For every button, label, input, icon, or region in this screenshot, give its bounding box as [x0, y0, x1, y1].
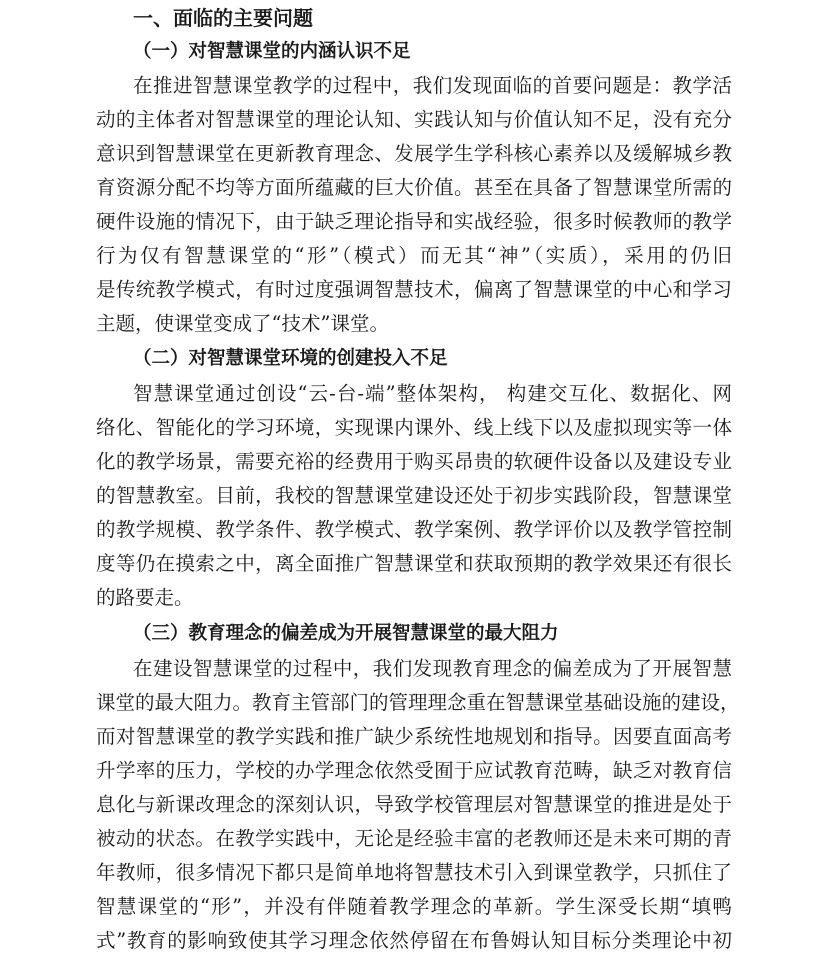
paragraph-line: 意识到智慧课堂在更新教育理念、发展学生学科核心素养以及缓解城乡教	[96, 142, 732, 165]
paragraph-line: 的路要走。	[96, 586, 194, 609]
paragraph-line: 化的教学场景，需要充裕的经费用于购买昂贵的软硬件设备以及建设专业	[96, 450, 732, 473]
paragraph-line: 主题，使课堂变成了“技术”课堂。	[96, 312, 389, 335]
paragraph-line: 度等仍在摸索之中，离全面推广智慧课堂和获取预期的教学效果还有很长	[96, 552, 732, 575]
section-2-title: （二）对智慧课堂环境的创建投入不足	[133, 348, 448, 369]
paragraph-line: 动的主体者对智慧课堂的理论认知、实践认知与价值认知不足，没有充分	[96, 108, 732, 131]
paragraph-line: 升学率的压力，学校的办学理念依然受囿于应试教育范畴，缺乏对教育信	[96, 759, 732, 782]
paragraph-line: 息化与新课改理念的深刻认识，导致学校管理层对智慧课堂的推进是处于	[96, 793, 732, 816]
paragraph-line: 络化、智能化的学习环境，实现课内课外、线上线下以及虚拟现实等一体	[96, 416, 732, 439]
paragraph-line: 硬件设施的情况下，由于缺乏理论指导和实战经验，很多时候教师的教学	[96, 210, 732, 233]
paragraph-line: 课堂的最大阻力。教育主管部门的管理理念重在智慧课堂基础设施的建设，	[96, 691, 740, 714]
paragraph-line: 的教学规模、教学条件、教学模式、教学案例、教学评价以及教学管控制	[96, 518, 732, 541]
paragraph-line: 的智慧教室。目前，我校的智慧课堂建设还处于初步实践阶段，智慧课堂	[96, 484, 732, 507]
paragraph-line: 行为仅有智慧课堂的“形”（模式）而无其“神”（实质），采用的仍旧	[96, 244, 732, 267]
paragraph-line: 而对智慧课堂的教学实践和推广缺少系统性地规划和指导。因要直面高考	[96, 725, 732, 748]
paragraph-line: 被动的状态。在教学实践中，无论是经验丰富的老教师还是未来可期的青	[96, 827, 732, 850]
main-heading: 一、面临的主要问题	[133, 6, 313, 30]
paragraph-line: 在建设智慧课堂的过程中，我们发现教育理念的偏差成为了开展智慧	[133, 657, 732, 680]
section-1-title: （一）对智慧课堂的内涵认识不足	[133, 41, 411, 62]
paragraph-line: 在推进智慧课堂教学的过程中，我们发现面临的首要问题是：教学活	[133, 74, 732, 97]
paragraph-line: 年教师，很多情况下都只是简单地将智慧技术引入到课堂教学，只抓住了	[96, 861, 732, 884]
paragraph-line: 智慧课堂通过创设“云-台-端”整体架构， 构建交互化、数据化、网	[133, 382, 732, 405]
section-3-title: （三）教育理念的偏差成为开展智慧课堂的最大阻力	[133, 623, 559, 644]
paragraph-line: 是传统教学模式，有时过度强调智慧技术，偏离了智慧课堂的中心和学习	[96, 278, 732, 301]
paragraph-line: 育资源分配不均等方面所蕴藏的巨大价值。甚至在具备了智慧课堂所需的	[96, 176, 732, 199]
paragraph-line: 式”教育的影响致使其学习理念依然停留在布鲁姆认知目标分类理论中初	[96, 929, 732, 952]
paragraph-line: 智慧课堂的“形”，并没有伴随着教学理念的革新。学生深受长期“填鸭	[96, 895, 732, 918]
